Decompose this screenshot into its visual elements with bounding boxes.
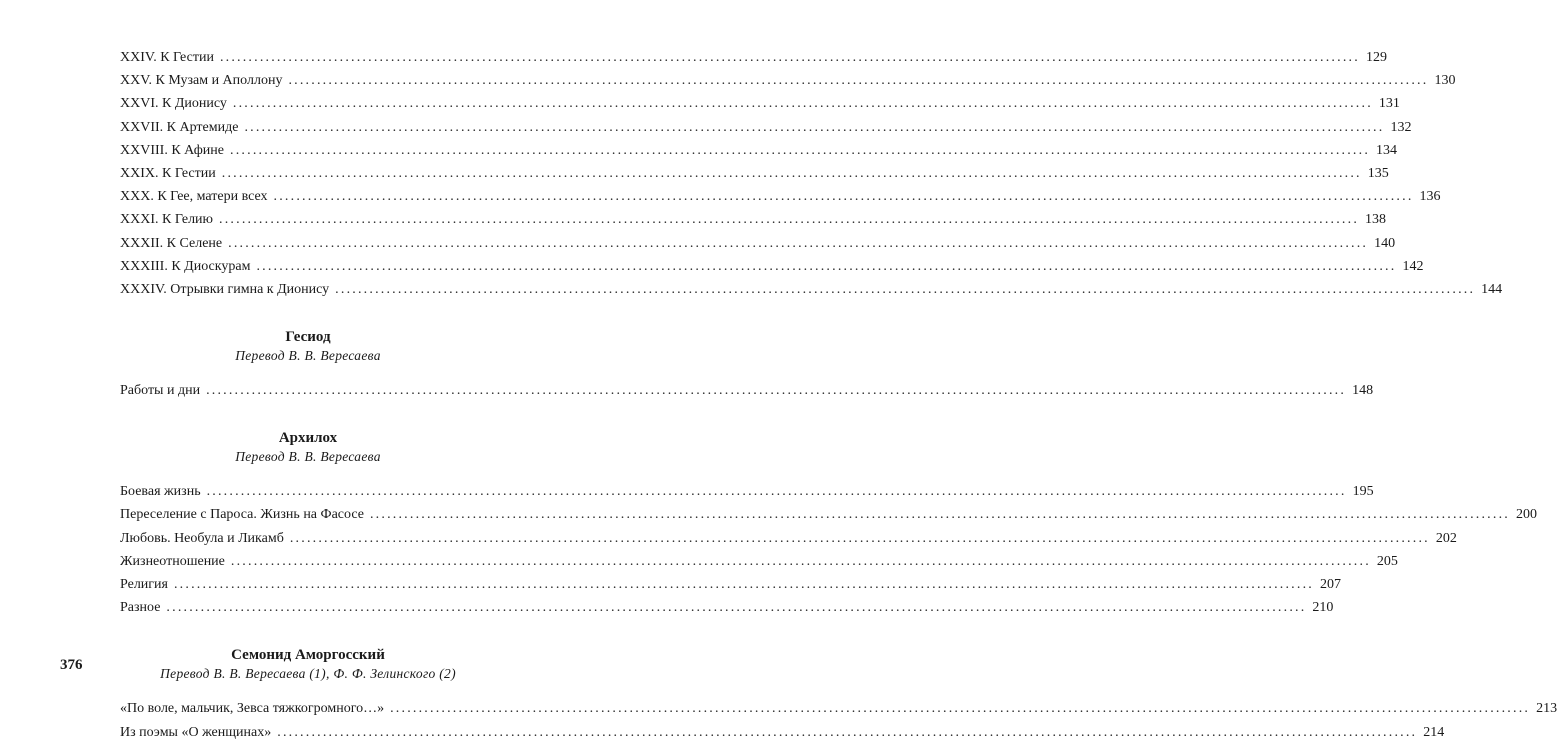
- leader-dots: ........................................................................................................................................................................................................: [244, 119, 1385, 135]
- entry-title: Жизнеотношение: [120, 553, 225, 569]
- leader-dots: ........................................................................................................................................................................................................: [219, 212, 1360, 228]
- toc-entry[interactable]: [120, 278, 1503, 301]
- entry-page: 148: [1352, 383, 1374, 399]
- toc-entry[interactable]: [120, 116, 1412, 139]
- section-author: Архилох: [278, 430, 338, 447]
- leader-dots: ........................................................................................................................................................................................................: [219, 50, 1360, 65]
- entry-title: XXX. К Гее, матери всех: [120, 189, 268, 205]
- section-author: Семонид Аморгосский: [231, 647, 385, 664]
- page-number: 376: [60, 657, 83, 673]
- leader-dots: ........................................................................................................................................................................................................: [230, 553, 1371, 569]
- entry-page: 210: [1312, 600, 1334, 616]
- entry-page: 205: [1376, 553, 1398, 569]
- section-translator: Перевод В. В. Вересаева (1), Ф. Ф. Зелинского (2): [160, 666, 456, 682]
- section-translator: Перевод В. В. Вересаева: [235, 449, 381, 465]
- entry-page: 130: [1434, 73, 1456, 89]
- entry-page: 134: [1376, 142, 1398, 158]
- entry-page: 214: [1423, 724, 1445, 740]
- entry-title: «По воле, мальчик, Зевса тяжкогромного…»: [120, 701, 385, 717]
- leader-dots: ........................................................................................................................................................................................................: [273, 189, 1414, 205]
- entry-title: Любовь. Необула и Ликамб: [120, 530, 284, 546]
- toc-entry[interactable]: [120, 208, 1387, 231]
- entry-title: XXIX. К Гестии: [120, 165, 216, 181]
- leader-dots: ........................................................................................................................................................................................................: [256, 258, 1397, 274]
- entry-title: XXIV. К Гестии: [120, 50, 214, 65]
- entry-title: Работы и дни: [120, 383, 201, 399]
- leader-dots: ........................................................................................................................................................................................................: [289, 530, 1430, 546]
- section-author: Гесиод: [285, 329, 331, 346]
- toc-entry[interactable]: [120, 69, 1456, 92]
- leader-dots: ........................................................................................................................................................................................................: [228, 235, 1369, 251]
- entry-title: Боевая жизнь: [120, 484, 201, 500]
- entry-page: 144: [1481, 281, 1503, 297]
- entry-page: 195: [1352, 484, 1374, 500]
- toc-entry[interactable]: [120, 503, 1537, 526]
- toc-entry[interactable]: [120, 480, 1374, 503]
- entry-title: XXV. К Музам и Аполлону: [120, 73, 283, 89]
- entry-page: 213: [1536, 701, 1557, 717]
- entry-title: XXXIV. Отрывки гимна к Дионису: [120, 281, 330, 297]
- toc-entry[interactable]: [120, 721, 1445, 744]
- entry-title: Религия: [120, 577, 168, 592]
- leader-dots: ........................................................................................................................................................................................................: [232, 96, 1373, 112]
- table-of-contents: [120, 46, 1557, 744]
- toc-entry[interactable]: [120, 46, 1387, 69]
- leader-dots: ........................................................................................................................................................................................................: [369, 507, 1510, 523]
- leader-dots: ........................................................................................................................................................................................................: [335, 281, 1476, 297]
- entry-title: Разное: [120, 600, 161, 616]
- leader-dots: ........................................................................................................................................................................................................: [166, 600, 1307, 616]
- entry-page: 142: [1402, 258, 1424, 274]
- hymns-list: [120, 46, 1503, 301]
- toc-entry[interactable]: [120, 92, 1400, 115]
- leader-dots: ........................................................................................................................................................................................................: [206, 484, 1347, 500]
- toc-entry[interactable]: [120, 550, 1398, 573]
- toc-entry[interactable]: [120, 162, 1389, 185]
- entry-page: 135: [1367, 165, 1389, 181]
- entry-page: 140: [1374, 235, 1396, 251]
- entry-page: 136: [1419, 189, 1441, 205]
- entry-title: XXVI. К Дионису: [120, 96, 227, 112]
- entry-page: 138: [1365, 212, 1387, 228]
- entry-page: 200: [1515, 507, 1537, 523]
- entry-title: XXXIII. К Диоскурам: [120, 258, 251, 274]
- leader-dots: ........................................................................................................................................................................................................: [221, 165, 1362, 181]
- entry-page: 131: [1378, 96, 1400, 112]
- toc-entry[interactable]: [120, 255, 1424, 278]
- leader-dots: ........................................................................................................................................................................................................: [277, 724, 1418, 740]
- entry-title: Переселение с Пароса. Жизнь на Фасосе: [120, 507, 364, 523]
- leader-dots: ........................................................................................................................................................................................................: [230, 142, 1371, 158]
- entry-page: 202: [1435, 530, 1457, 546]
- section-archilochus: [120, 428, 1537, 619]
- toc-entry[interactable]: [120, 573, 1341, 596]
- toc-entry[interactable]: [120, 139, 1398, 162]
- leader-dots: ........................................................................................................................................................................................................: [390, 701, 1531, 717]
- section-hesiod: [120, 327, 1374, 402]
- entry-title: XXVII. К Артемиде: [120, 119, 239, 135]
- toc-entry[interactable]: [120, 697, 1557, 720]
- entry-page: 207: [1319, 577, 1341, 592]
- entry-title: Из поэмы «О женщинах»: [120, 724, 272, 740]
- entry-page: 129: [1365, 50, 1387, 65]
- toc-entry[interactable]: [120, 185, 1441, 208]
- entry-page: 132: [1390, 119, 1412, 135]
- toc-entry[interactable]: [120, 232, 1396, 255]
- toc-entry[interactable]: [120, 379, 1374, 402]
- leader-dots: ........................................................................................................................................................................................................: [288, 73, 1429, 89]
- toc-entry[interactable]: [120, 596, 1334, 619]
- section-semonides: [120, 645, 1557, 743]
- leader-dots: ........................................................................................................................................................................................................: [206, 383, 1347, 399]
- entry-title: XXVIII. К Афине: [120, 142, 225, 158]
- toc-entry[interactable]: [120, 527, 1457, 550]
- entry-title: XXXII. К Селене: [120, 235, 223, 251]
- entry-title: XXXI. К Гелию: [120, 212, 214, 228]
- section-translator: Перевод В. В. Вересаева: [235, 348, 381, 364]
- leader-dots: ........................................................................................................................................................................................................: [173, 577, 1314, 592]
